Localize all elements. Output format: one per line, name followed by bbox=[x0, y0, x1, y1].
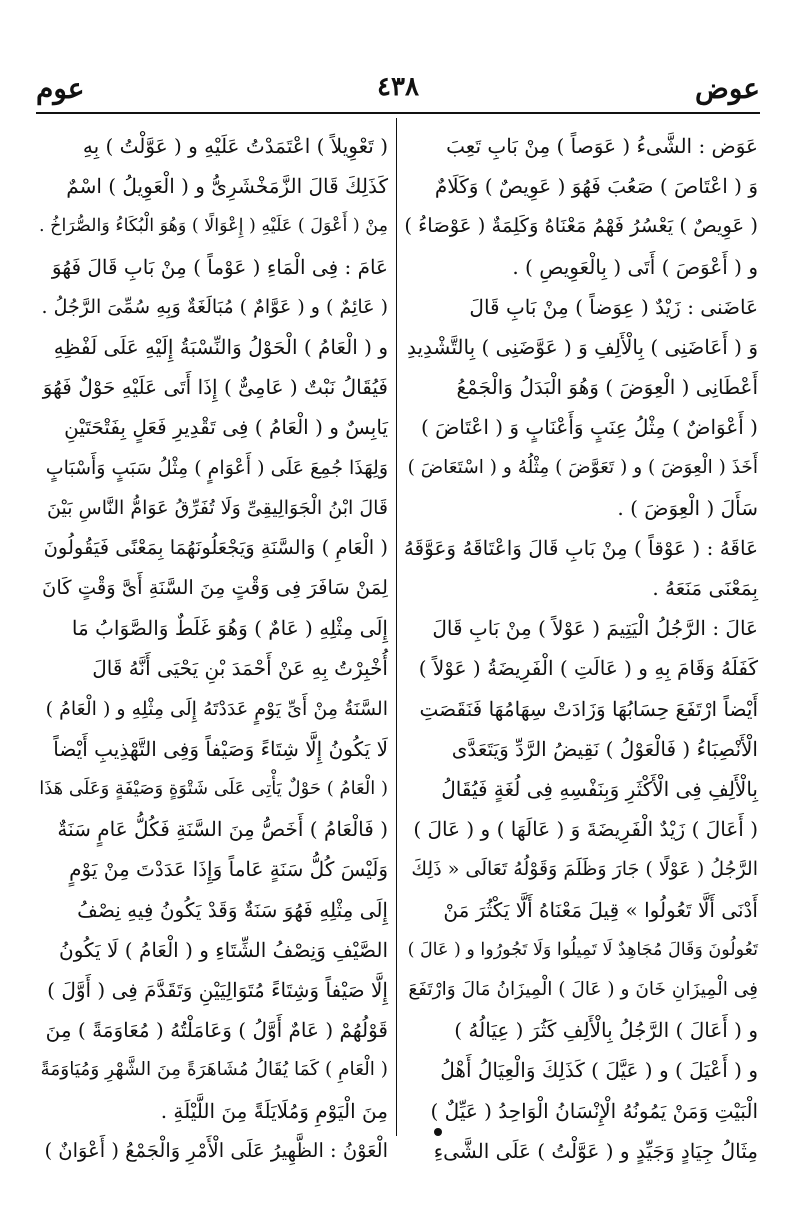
text-line: مِثَالُ جِيَادٍ وَجَيِّدٍ و ( عَوَّلْتُ ) عَلَى الشَّىءِ bbox=[433, 1138, 758, 1163]
text-line: وَ ( اعْتَاصَ ) صَعُبَ فَهُوَ ( عَوِيصٌ ) وَكَلَامٌ bbox=[434, 174, 758, 199]
left-text-column bbox=[39, 126, 388, 1162]
text-line: ( عَوِيصٌ ) يَعْسُرُ فَهْمُ مَعْنَاهُ وَكَلِمَةٌ ( عَوْصَاءُ ) bbox=[404, 214, 758, 238]
text-line: فِى الْمِيزَانِ خَانَ و ( عَالَ ) الْمِيزَانُ مَالَ وَارْتَفَعَ bbox=[408, 978, 758, 1000]
text-line: عَاضَنى : زَيْدٌ ( عِوَضاً ) مِنْ بَابِ قَالَ bbox=[469, 294, 758, 319]
text-line: الْأَنْصِبَاءُ ( فَالْعَوْلُ ) نَقِيضُ الرَّدِّ وَيَتَعَدَّى bbox=[451, 736, 758, 761]
page-number: ٤٣٨ bbox=[377, 72, 419, 102]
column-divider bbox=[396, 118, 397, 1136]
text-line: يَابِسٌ و ( الْعَامُ ) فِى تَقْدِيرِ فَعَلٍ بِفَتْحَتَيْنِ bbox=[64, 415, 388, 440]
text-line: ( الْعَامُ ) حَوْلٌ يَأْتِى عَلَى شَتْوَةٍ وَصَيْفَةٍ وَعَلَى هَذَا bbox=[39, 778, 388, 799]
text-line: الْبَيْتِ وَمَنْ يَمُونُهُ الْإِنْسَانُ الْوَاحِدُ ( عَيِّلٌ ) bbox=[430, 1098, 758, 1123]
text-line: ( الْعَامِ ) وَالسَّنَةِ وَيَجْعَلُونَهُمَا بِمَعْنًى فَيَقُولُونَ bbox=[43, 535, 388, 559]
text-line: ( أَعْوَاضٌ ) مِثْلُ عِنَبٍ وَأَعْنَابٍ وَ ( اعْتَاضَ ) bbox=[420, 415, 758, 440]
header-first-entry-word: عوض bbox=[694, 72, 760, 105]
text-line: السَّنَةُ مِنْ أَىِّ يَوْمٍ عَدَدْتَهُ إِلَى مِثْلِهِ و ( الْعَامُ ) bbox=[45, 697, 388, 720]
text-line: ( الْعَامِ ) كَمَا يُقَالُ مُشَاهَرَةً مِنَ الشَّهْرِ وَمُيَاوَمَةً bbox=[40, 1059, 388, 1081]
text-line: وَ ( أَعَاضَنِى ) بِالْأَلِفِ وَ ( عَوَّضَنِى ) بِالتَّشْدِيدِ bbox=[406, 334, 758, 359]
text-line: لَا يَكُونُ إِلَّا شِتَاءً وَصَيْفاً وَفِى التَّهْذِيبِ أَيْضاً bbox=[53, 736, 388, 761]
text-line: أَعْطَانِى ( الْعِوَضَ ) وَهُوَ الْبَدَلُ وَالْجَمْعُ bbox=[456, 375, 758, 400]
text-line: مِنَ الْيَوْمِ وَمُلَايَلَةً مِنَ اللَّيْلَةِ . bbox=[160, 1098, 388, 1123]
text-line: كَفَلَهُ وَقَامَ بِهِ و ( عَالَتِ ) الْفَرِيضَةُ ( عَوْلاً ) bbox=[418, 656, 758, 681]
text-line: إِلَى مِثْلِهِ ( عَامٌ ) وَهُوَ غَلَطٌ وَالصَّوَابُ مَا bbox=[71, 616, 388, 641]
text-line: ( تَعْوِيلاً ) اعْتَمَدْتُ عَلَيْهِ و ( عَوَّلْتُ ) بِهِ bbox=[82, 134, 388, 158]
text-line: لِمَنْ سَافَرَ فِى وَقْتٍ مِنَ السَّنَةِ أَىَّ وَقْتٍ كَانَ bbox=[42, 576, 388, 600]
text-line: وَلَيْسَ كُلُّ سَنَةٍ عَاماً وَإِذَا عَدَدْتَ مِنْ يَوْمٍ bbox=[69, 857, 388, 882]
text-line: عَوَض : الشَّىءُ ( عَوَصاً ) مِنْ بَابِ تَعِبَ bbox=[446, 134, 758, 158]
text-line: إِلَّا صَيْفاً وَشِتَاءً مُتَوَالِيَيْنِ وَتَقَدَّمَ فِى ( أَوَّلَ ) bbox=[47, 977, 388, 1002]
page-end-dot bbox=[434, 1128, 442, 1136]
text-line: أَخَذَ ( الْعِوَضَ ) و ( تَعَوَّضَ ) مِثْلُهُ و ( اسْتَعَاضَ ) bbox=[407, 456, 758, 478]
text-line: قَوْلُهُمْ ( عَامٌ أَوَّلُ ) وَعَامَلْتُهُ ( مُعَاوَمَةً ) مِنَ bbox=[45, 1018, 388, 1043]
text-line: سَأَلَ ( الْعِوَضَ ) . bbox=[617, 495, 758, 520]
text-line: بِالْأَلِفِ فِى الْأَكْثَرِ وَبِنَفْسِهِ فِى لُغَةٍ فَيُقَالُ bbox=[441, 777, 758, 801]
text-line: إِلَى مِثْلِهِ فَهُوَ سَنَةٌ وَقَدْ يَكُونُ فِيهِ نِصْفُ bbox=[77, 897, 388, 922]
text-line: ( عَائِمٌ ) و ( عَوَّامٌ ) مُبَالَغَةٌ وَبِهِ سُمِّىَ الرَّجُلُ . bbox=[41, 295, 388, 318]
text-line: و ( أَعَالَ ) الرَّجُلُ بِالْأَلِفِ كَثُرَ ( عِيَالُهُ ) bbox=[454, 1018, 758, 1043]
header-rule bbox=[36, 112, 760, 114]
header-last-entry-word: عوم bbox=[36, 72, 85, 105]
text-line: الصَّيْفِ وَنِصْفُ الشِّتَاءِ و ( الْعَامُ ) لَا يَكُونُ bbox=[59, 937, 388, 962]
text-line: عَاقَهُ : ( عَوْقاً ) مِنْ بَابِ قَالَ وَاعْتَاقَهُ وَعَوَّقَهُ bbox=[403, 535, 758, 560]
text-line: و ( أَعْوَصَ ) أَتَى ( بِالْعَوِيصِ ) . bbox=[512, 254, 758, 279]
text-line: كَذَلِكَ قَالَ الزَّمَخْشَرِىُّ و ( الْعَوِيلُ ) اسْمٌ bbox=[66, 174, 388, 199]
text-line: أَدْنَى أَلَّا تَعُولُوا » قِيلَ مَعْنَاهُ أَلَّا يَكْثُرَ مَنْ bbox=[443, 897, 758, 922]
text-line: مِنْ ( أَعْوَلَ ) عَلَيْهِ ( إِعْوَالًا ) وَهُوَ الْبُكَاءُ وَالصُّرَاخُ . bbox=[39, 216, 388, 237]
text-line: الرَّجُلُ ( عَوْلًا ) جَارَ وَظَلَمَ وَقَوْلُهُ تَعَالَى « ذَلِكَ bbox=[411, 858, 758, 881]
text-line: و ( الْعَامُ ) الْحَوْلُ وَالنِّسْبَةُ إِلَيْهِ عَلَى لَفْظِهِ bbox=[53, 334, 388, 359]
text-line: أَيْضاً ارْتَفَعَ حِسَابُهَا وَزَادَتْ سِهَامُهَا فَنَقَصَتِ bbox=[419, 696, 758, 721]
text-line: ( فَالْعَامُ ) أَخَصُّ مِنَ السَّنَةِ فَكُلُّ عَامٍ سَنَةٌ bbox=[57, 817, 388, 842]
text-line: أُخْبِرْتُ بِهِ عَنْ أَحْمَدَ بْنِ يَحْيَى أَنَّهُ قَالَ bbox=[92, 656, 388, 681]
text-line: عَالَ : الرَّجُلُ الْيَتِيمَ ( عَوْلاً ) مِنْ بَابِ قَالَ bbox=[432, 616, 758, 641]
text-line: و ( أَعْيَلَ ) و ( عَيَّلَ ) كَذَلِكَ وَالْعِيَالُ أَهْلُ bbox=[440, 1058, 758, 1083]
text-line: قَالَ ابْنُ الْجَوَالِيقِىِّ وَلَا تُفَرِّقُ عَوَامُّ النَّاسِ بَيْنَ bbox=[47, 496, 388, 519]
text-line: عَامَ : فِى الْمَاءِ ( عَوْماً ) مِنْ بَابِ قَالَ فَهُوَ bbox=[51, 254, 388, 279]
right-text-column bbox=[403, 126, 758, 1163]
text-line: وَلِهَذَا جُمِعَ عَلَى ( أَعْوَامٍ ) مِثْلُ سَبَبٍ وَأَسْبَابٍ bbox=[45, 456, 388, 479]
page-header bbox=[36, 66, 760, 110]
text-line: الْعَوْنُ : الظَّهِيرُ عَلَى الْأَمْرِ وَالْجَمْعُ ( أَعْوَانٌ ) bbox=[44, 1138, 388, 1162]
text-line: فَيُقَالُ نَبْتٌ ( عَامِىٌّ ) إِذَا أَتَى عَلَيْهِ حَوْلٌ فَهُوَ bbox=[42, 375, 388, 400]
text-line: تَعُولُونَ وَقَالَ مُجَاهِدٌ لَا تَمِيلُوا وَلَا تَجُورُوا و ( عَالَ ) bbox=[407, 939, 758, 960]
text-line: ( أَعَالَ ) زَيْدٌ الْفَرِيضَةَ وَ ( عَالَهَا ) و ( عَالَ ) bbox=[413, 817, 758, 842]
text-line: بِمَعْنَى مَنَعَهُ . bbox=[652, 576, 758, 601]
